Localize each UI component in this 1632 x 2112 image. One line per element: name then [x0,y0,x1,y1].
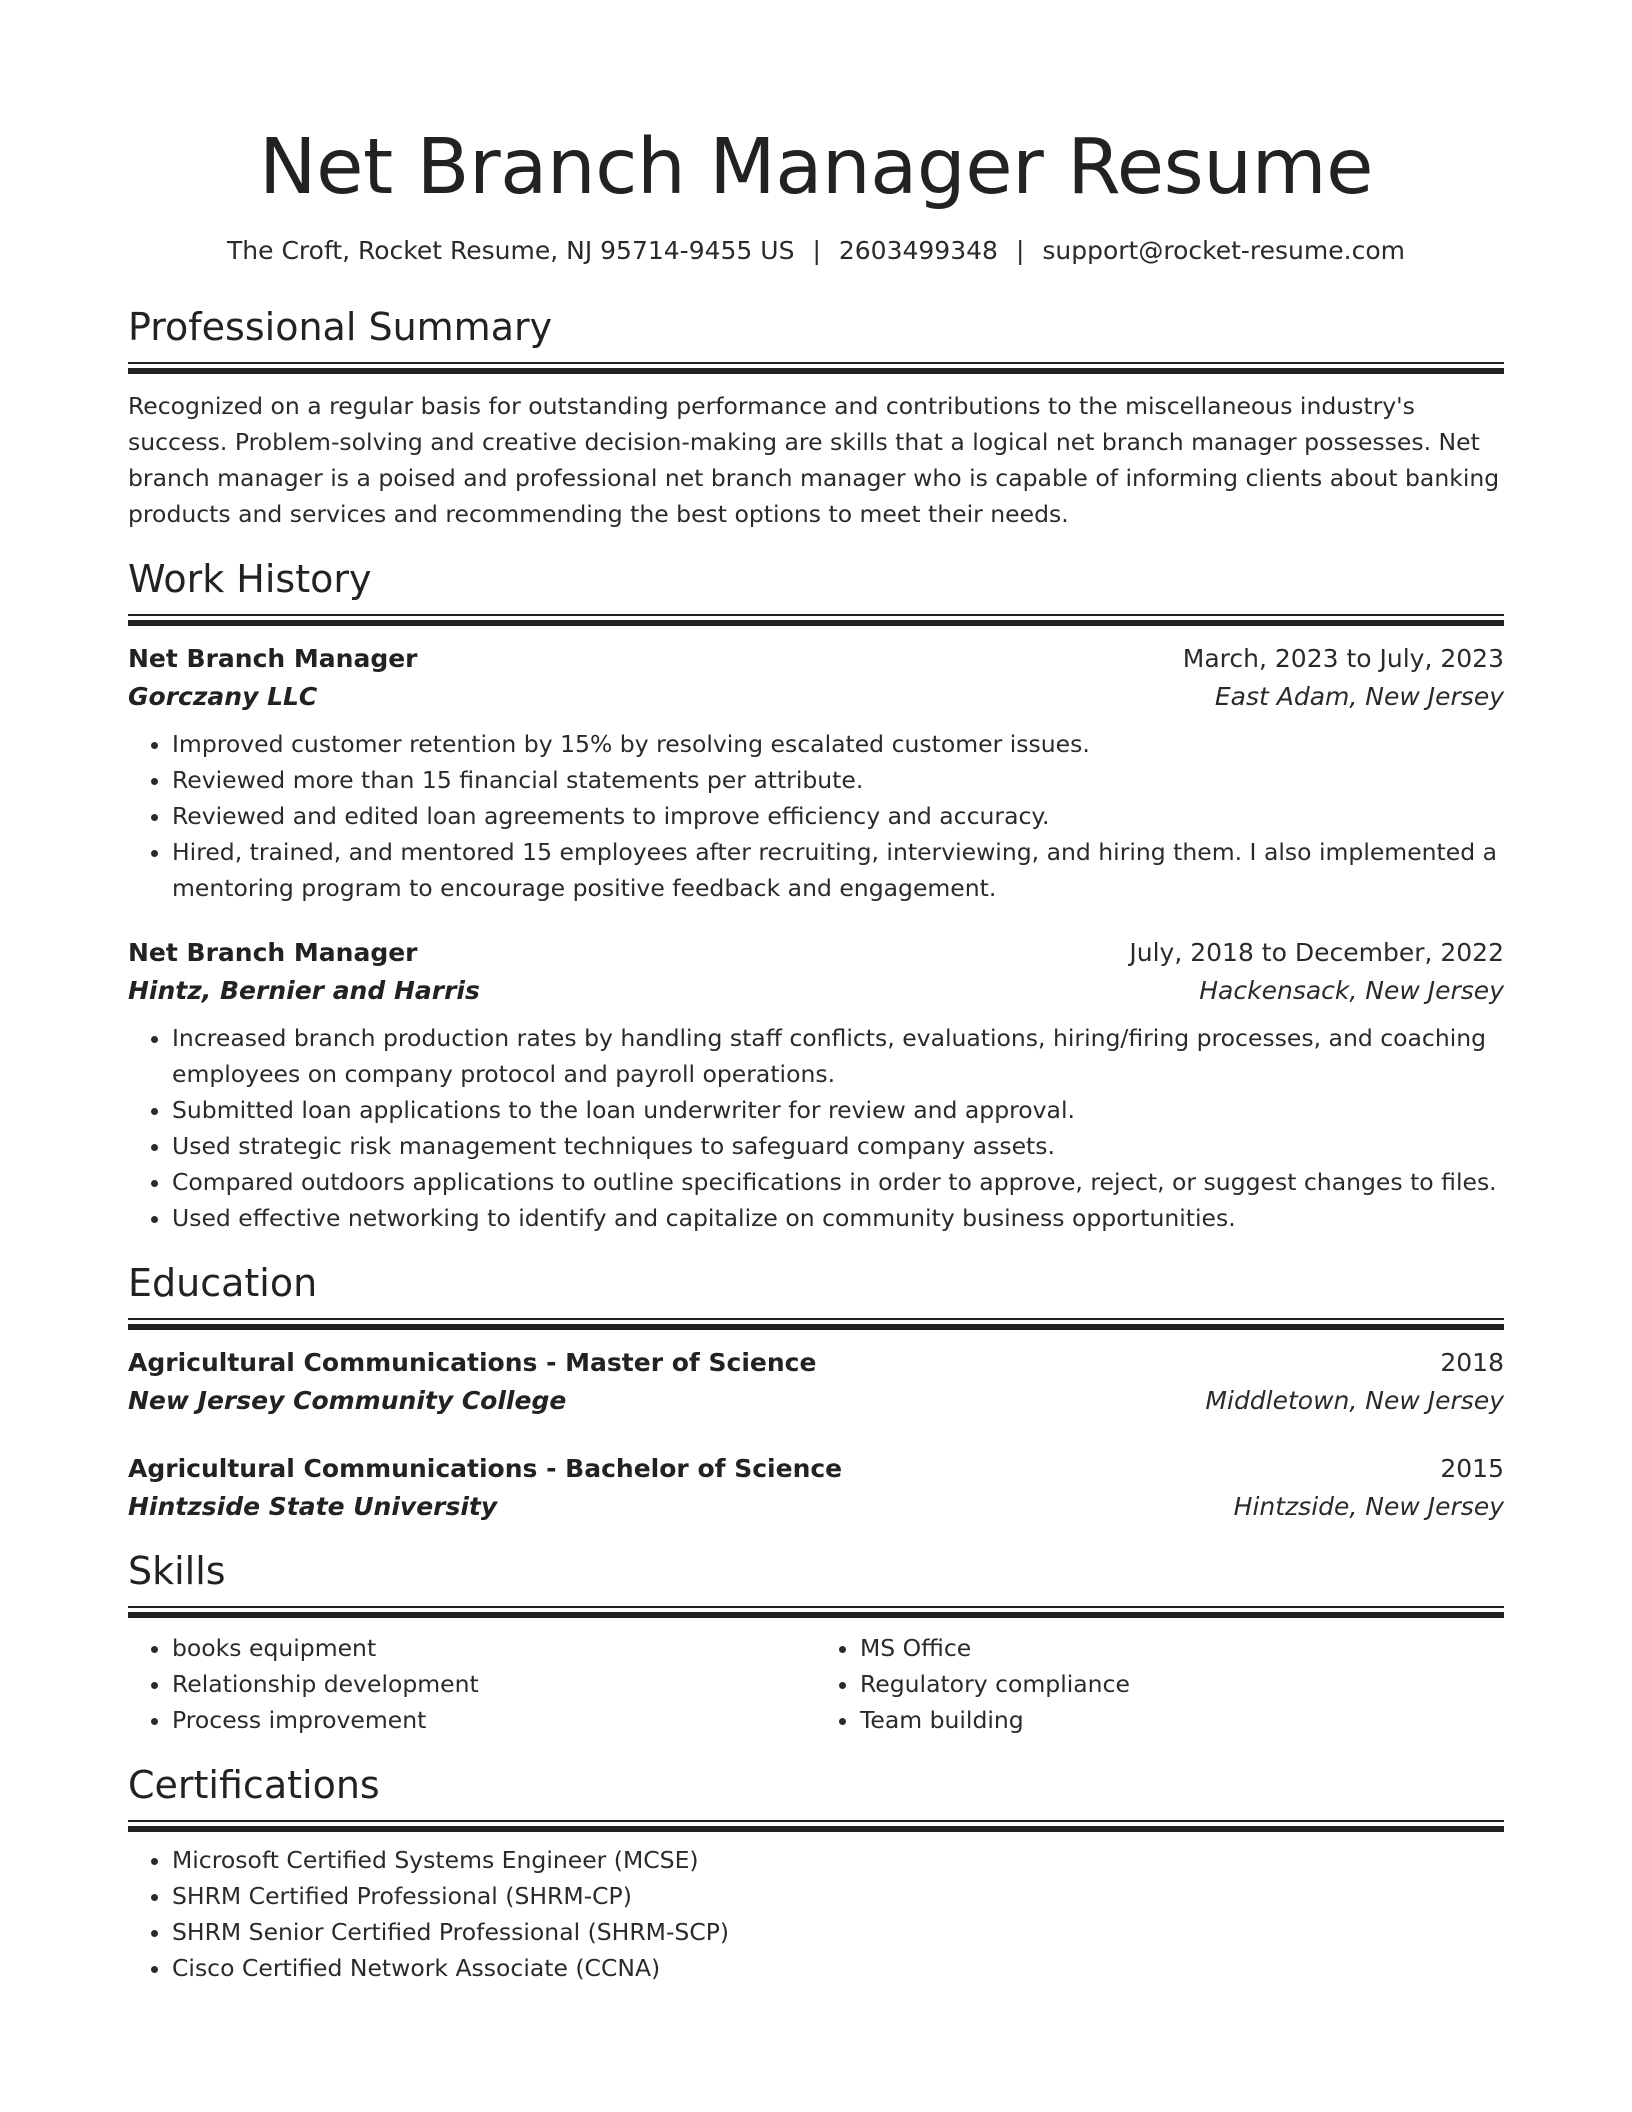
skills-grid [128,1630,1504,1738]
school-location: Middletown, New Jersey [1205,1386,1504,1415]
school: Hintzside State University [128,1492,498,1521]
certification-item: • SHRM Certified Professional (SHRM-CP) [172,1878,1504,1914]
resume-name: Net Branch Manager Resume [259,123,1373,212]
skill-item: • books equipment [172,1630,816,1666]
job-bullets [128,1020,1504,1236]
list-item: • Increased branch production rates by handling staff conflicts, evaluations, hiring/firing processes, and coaching employees on company protocol and payroll operations. [172,1020,1504,1092]
skill-item: • MS Office [860,1630,1504,1666]
certification-item: • SHRM Senior Certified Professional (SHRM-SCP) [172,1914,1504,1950]
list-item: • Improved customer retention by 15% by resolving escalated customer issues. [172,726,1504,762]
section-rule [128,1606,1504,1608]
section-rule-thick [128,620,1504,626]
list-item: • Submitted loan applications to the loan underwriter for review and approval. [172,1092,1504,1128]
skill-item: • Regulatory compliance [860,1666,1504,1702]
education-year: 2018 [1440,1348,1504,1377]
contact-phone: 2603499348 [838,236,998,265]
job-bullets [128,726,1504,906]
contact-address: The Croft, Rocket Resume, NJ 95714-9455 US [227,236,795,265]
contact-line [128,234,1504,268]
list-item: • Hired, trained, and mentored 15 employees after recruiting, interviewing, and hiring them. I also implemented a mentoring program to encourage positive feedback and engagement. [172,834,1504,906]
job-entry [128,640,1504,906]
section-rule [128,1820,1504,1822]
section-education [128,1260,1504,1526]
section-title-skills: Skills [128,1549,226,1593]
section-rule-thick [128,368,1504,374]
degree: Agricultural Communications - Master of Science [128,1348,817,1377]
certification-item: • Microsoft Certified Systems Engineer (MCSE) [172,1842,1504,1878]
list-item: • Compared outdoors applications to outline specifications in order to approve, reject, or suggest changes to files. [172,1164,1504,1200]
section-skills [128,1548,1504,1738]
job-location: Hackensack, New Jersey [1199,976,1504,1005]
job-dates: July, 2018 to December, 2022 [1129,938,1504,967]
summary-text: Recognized on a regular basis for outstanding performance and contributions to the miscellaneous industry's success. Problem-solving and creative decision-making are skills that a logical net branch manager possesses. Net branch manager is a poised and professional net branch manager who is capable of informing clients about banking products and services and recommending the best options to meet their needs. [128,392,1500,528]
contact-separator: | [812,236,821,265]
job-location: East Adam, New Jersey [1214,682,1504,711]
job-title: Net Branch Manager [128,938,418,967]
resume-page [128,0,1504,1986]
section-title-education: Education [128,1261,318,1305]
job-title: Net Branch Manager [128,644,418,673]
section-rule-thick [128,1826,1504,1832]
section-title-summary: Professional Summary [128,305,553,349]
section-title-work: Work History [128,557,372,601]
job-dates: March, 2023 to July, 2023 [1182,644,1504,673]
section-rule [128,614,1504,616]
list-item: • Used strategic risk management techniques to safeguard company assets. [172,1128,1504,1164]
list-item: • Reviewed and edited loan agreements to improve efficiency and accuracy. [172,798,1504,834]
job-company: Gorczany LLC [128,682,318,711]
section-title-certifications: Certifications [128,1763,380,1807]
contact-email: support@rocket-resume.com [1042,236,1405,265]
school: New Jersey Community College [128,1386,567,1415]
section-rule-thick [128,1612,1504,1618]
education-entry [128,1344,1504,1420]
section-rule-thick [128,1324,1504,1330]
skills-column-left [128,1630,816,1738]
job-company: Hintz, Bernier and Harris [128,976,480,1005]
skills-column-right [816,1630,1504,1738]
list-item: • Used effective networking to identify and capitalize on community business opportunities. [172,1200,1504,1236]
certification-item: • Cisco Certified Network Associate (CCNA) [172,1950,1504,1986]
school-location: Hintzside, New Jersey [1233,1492,1504,1521]
education-year: 2015 [1440,1454,1504,1483]
list-item: • Reviewed more than 15 financial statements per attribute. [172,762,1504,798]
education-entry [128,1450,1504,1526]
section-summary [128,304,1504,532]
skill-item: • Process improvement [172,1702,816,1738]
section-work-history [128,556,1504,1236]
certifications-list [128,1842,1504,1986]
contact-separator: | [1015,236,1025,265]
section-rule [128,362,1504,364]
degree: Agricultural Communications - Bachelor of Science [128,1454,843,1483]
section-certifications [128,1762,1504,1986]
section-rule [128,1318,1504,1320]
job-entry [128,934,1504,1236]
skill-item: • Team building [860,1702,1504,1738]
skill-item: • Relationship development [172,1666,816,1702]
